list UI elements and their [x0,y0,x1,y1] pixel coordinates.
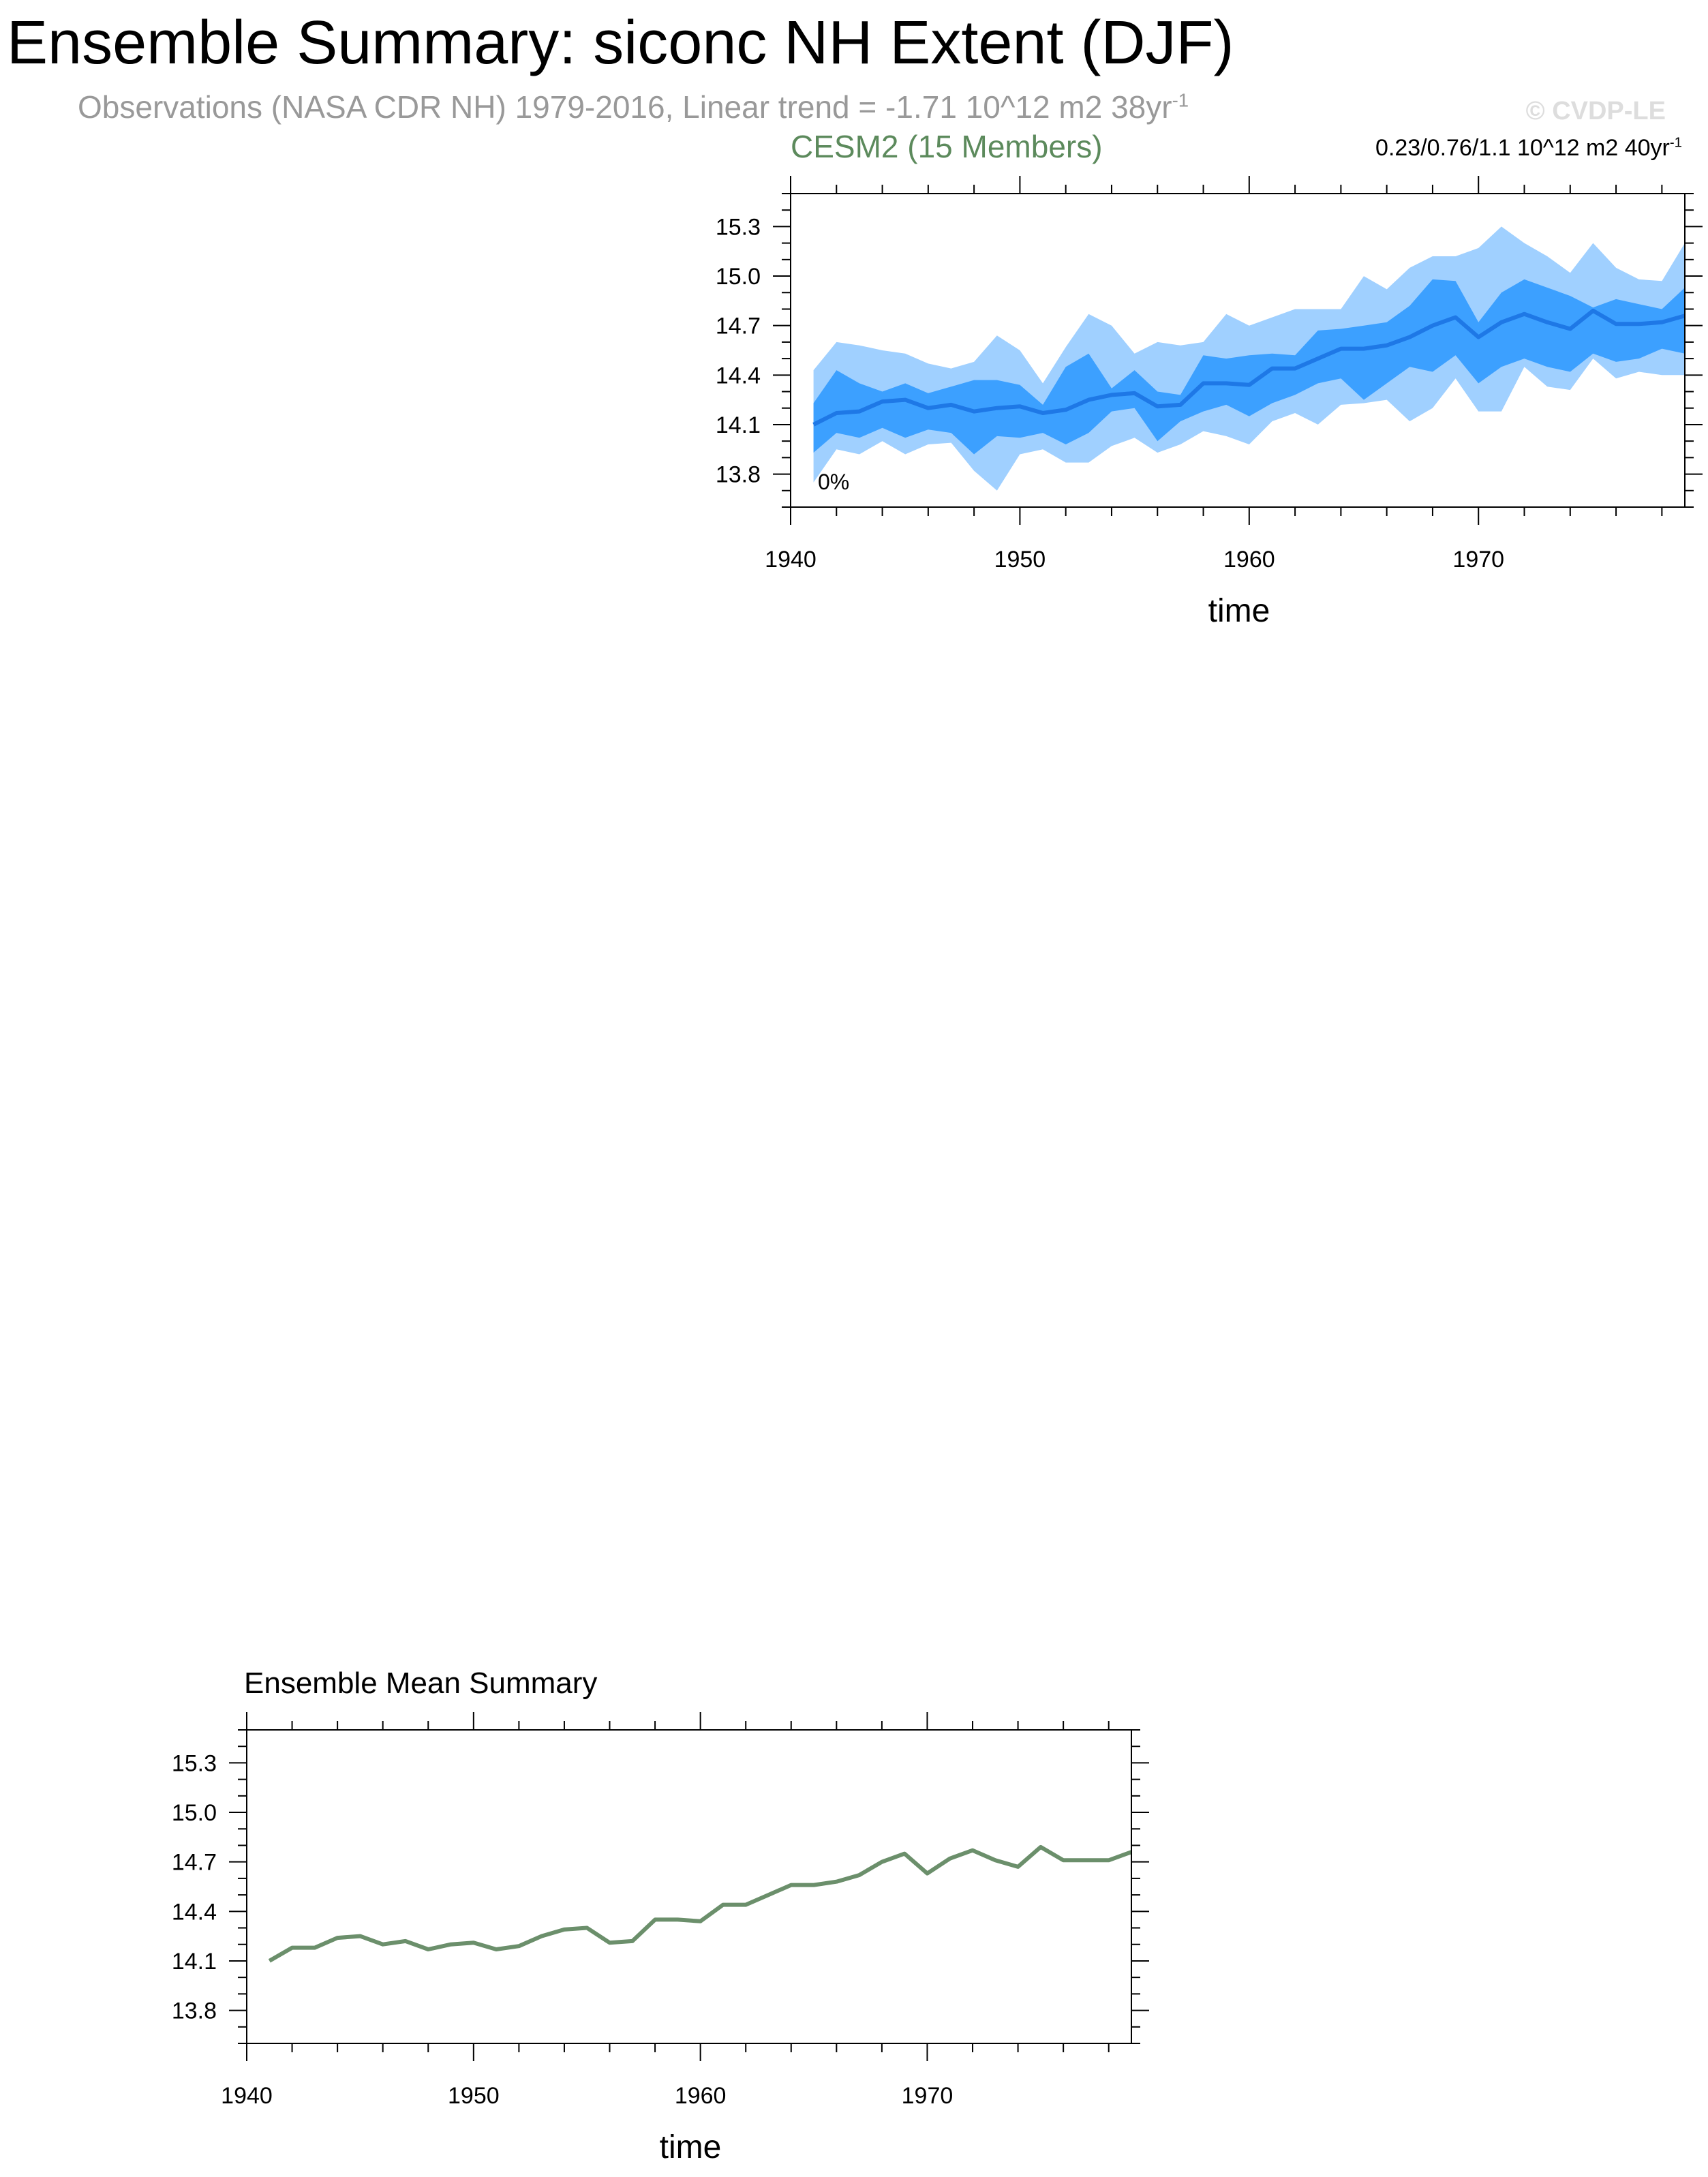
y-tick-label: 13.8 [171,1998,217,2024]
copyright-watermark: © CVDP-LE [1525,97,1666,125]
plot-frame [247,1730,1131,2043]
y-tick-label: 14.1 [171,1948,217,1975]
panel1-title: CESM2 (15 Members) [791,129,1103,164]
subtitle-exponent: -1 [1172,89,1189,111]
percent-annotation: 0% [818,470,850,494]
y-tick-label: 14.7 [171,1849,217,1876]
x-tick-label: 1970 [1452,547,1505,573]
y-tick-label: 14.4 [715,363,761,389]
x-tick-label: 1940 [765,547,817,573]
panel1-plot [716,176,1703,629]
y-tick-label: 15.0 [171,1800,217,1827]
y-tick-label: 13.8 [715,461,761,488]
y-tick-label: 15.0 [715,264,761,290]
trend-note-text: 0.23/0.76/1.1 10^12 m2 40yr [1375,135,1670,161]
y-tick-label: 14.1 [715,412,761,438]
x-tick-label: 1960 [1223,547,1275,573]
x-tick-label: 1940 [221,2083,273,2109]
panel2-plot [172,1712,1149,2165]
x-axis-label: time [1208,593,1270,629]
y-tick-label: 14.4 [171,1899,217,1925]
x-tick-label: 1950 [448,2083,500,2109]
x-tick-label: 1960 [674,2083,727,2109]
x-tick-label: 1950 [994,547,1046,573]
y-tick-label: 15.3 [715,214,761,241]
trend-note-exponent: -1 [1669,135,1682,151]
panel2-title: Ensemble Mean Summary [244,1666,598,1700]
ensemble-mean-line [269,1847,1131,1961]
y-tick-label: 15.3 [171,1750,217,1777]
page-title: Ensemble Summary: siconc NH Extent (DJF) [7,9,1234,77]
subtitle-text: Observations (NASA CDR NH) 1979-2016, Linear trend = -1.71 10^12 m2 38yr [78,89,1172,125]
x-axis-label: time [659,2129,722,2165]
x-tick-label: 1970 [901,2083,954,2109]
y-tick-label: 14.7 [715,313,761,339]
